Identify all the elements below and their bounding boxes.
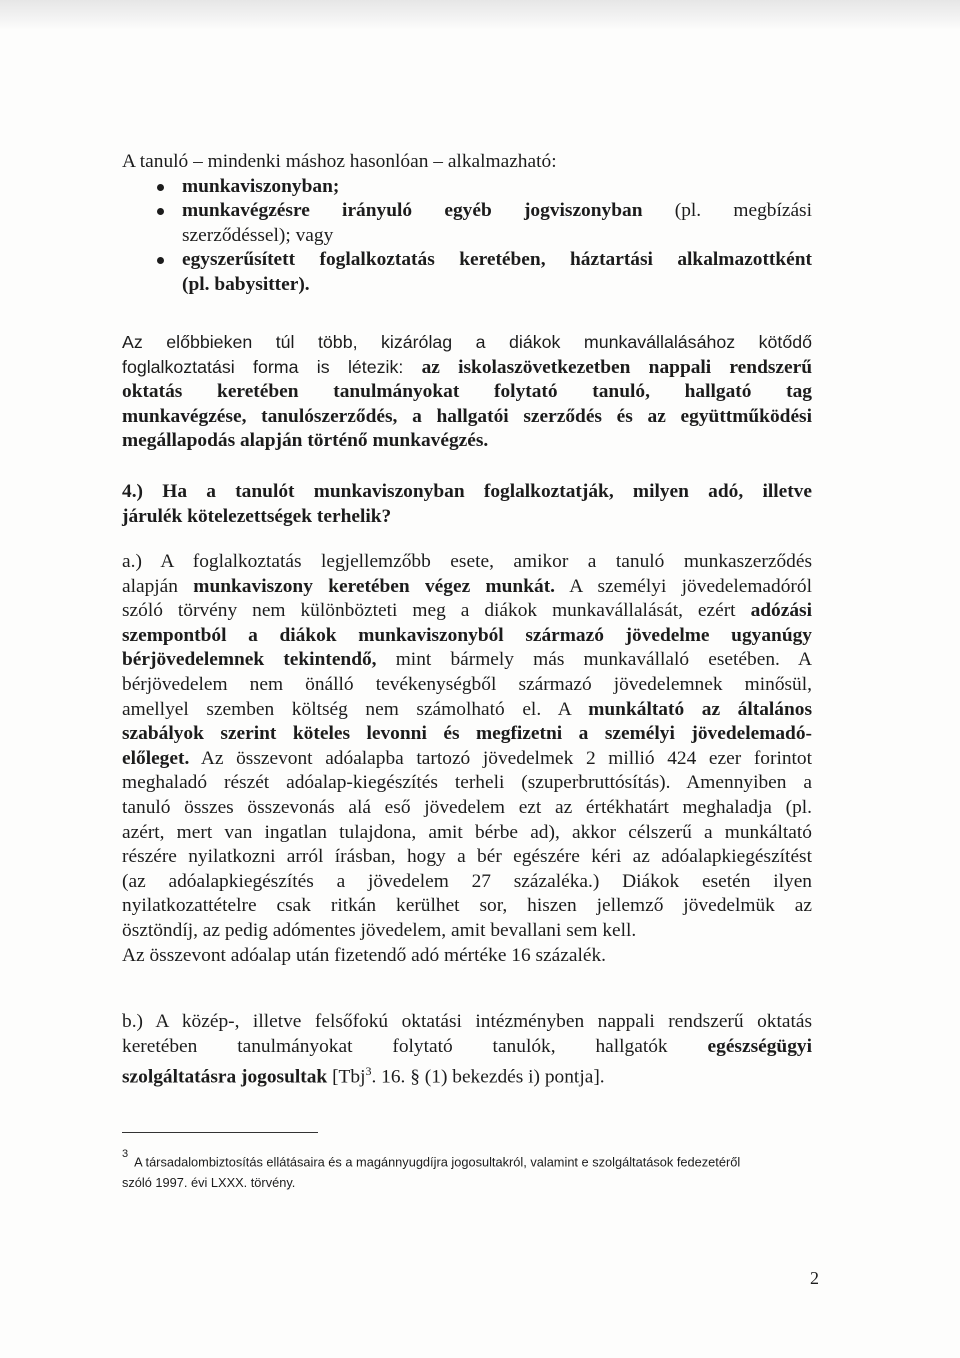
paragraph-text: alapján [122,575,178,597]
paragraph-line: nyilatkozattételre csak ritkán kerülhet sor, hiszen jellemző jövedelmük az [122,895,812,917]
paragraph-line: bérjövedelem nem önálló tevékenységből származó jövedelemnek minősül, [122,673,812,695]
paragraph-b [122,1010,812,1090]
paragraph-line: azért, mert van ingatlan tulajdona, amit bérbe ad), akkor célszerű a munkáltató [122,821,812,843]
paragraph-text: amellyel szemben költség nem számolható el. A [122,698,571,720]
footnote-divider [122,1132,318,1133]
paragraph-bold: munkaviszony keretében végez munkát. [193,575,555,597]
list-item [122,248,812,297]
paragraph-bold: szabályok szerint köteles levonni és megfizetni a személyi jövedelemadó- [122,723,812,745]
paragraph-text: szóló törvény nem különbözteti meg a diákok munkavállalását, ezért [122,600,736,622]
list-item-bold: munkavégzésre irányuló egyéb jogviszonyban [182,200,643,222]
paragraph-bold: adózási [750,600,812,622]
paragraph-line: meghaladó részét adóalap-kiegészítés terheli (szuperbruttósítás). Amennyiben a [122,772,812,794]
paragraph-line: ösztöndíj, az pedig adómentes jövedelem, amit bevallani sem kell. [122,919,637,941]
paragraph-line: (az adóalapkiegészítés a jövedelem 27 százaléka.) Diákok esetén ilyen [122,870,812,892]
paragraph-bold: előleget. [122,747,190,769]
paragraph-line: részére nyilatkozni arról írásban, hogy a bér egészére kéri az adóalapkiegészítést [122,846,812,868]
list-item-bold: (pl. babysitter). [182,273,310,295]
paragraph-bold: megállapodás alapján történő munkavégzés. [122,430,489,452]
list-item-bold: egyszerűsített foglalkoztatás keretében, háztartási alkalmazottként [182,249,812,271]
list-item-text: (pl. megbízási [674,200,812,222]
bullet-icon [157,257,164,264]
paragraph-bold: szempontból a diákok munkaviszonyból származó jövedelme ugyanúgy [122,624,812,646]
list-item-text: munkaviszonyban; [182,175,340,197]
list-item-text: szerződéssel); vagy [182,224,334,246]
paragraph-line: a.) A foglalkoztatás legjellemzőbb esete, amikor a tanuló munkaszerződés [122,551,812,572]
list-item [122,175,812,200]
question-line: járulék kötelezettségek terhelik? [122,505,392,527]
footnote-text: szóló 1997. évi LXXX. törvény. [122,1175,296,1191]
footnote-mark: 3 [122,1148,129,1160]
question-heading [122,480,812,529]
paragraph-line: b.) A közép-, illetve felsőfokú oktatási intézményben nappali rendszerű oktatás [122,1011,812,1032]
paragraph-line: foglalkoztatási forma is létezik: [122,356,404,377]
paragraph-student-forms [122,330,812,454]
paragraph-line: Az összevont adóalap után fizetendő adó mértéke 16 százalék. [122,944,607,966]
paragraph-bold: az iskolaszövetkezetben nappali rendszerű [421,356,813,378]
paragraph-text: mint bármely más munkavállaló esetében. A [395,649,812,671]
intro-text: A tanuló – mindenki máshoz hasonlóan – alkalmazható: [122,151,557,172]
paragraph-line: tanuló összes összevonás alá eső jövedelem ezt az értékhatárt meghaladja (pl. [122,796,812,818]
footnote-reference: 3 [365,1064,372,1079]
paragraph-text: A személyi jövedelemadóról [569,575,812,597]
list-item [122,199,812,248]
paragraph-bold: bérjövedelemnek tekintendő, [122,649,377,671]
intro-section [122,150,812,298]
paragraph-text: . 16. § (1) bekezdés i) pontja]. [371,1066,605,1088]
bullet-icon [157,184,164,191]
paragraph-text: keretében tanulmányokat folytató tanulók, hallgatók [122,1035,668,1057]
footnote-text: A társadalombiztosítás ellátásaira és a magánnyugdíjra jogosultakról, valamint e szolgáltatások fedezetéről [134,1154,741,1170]
employment-forms-list [122,175,812,298]
paragraph-bold: munkáltató az általános [588,698,812,720]
paragraph-bold: munkavégzése, tanulószerződés, a hallgatói szerződés és az együttműködési [122,405,812,427]
paragraph-text: Az összevont adóalapba tartozó jövedelmek 2 millió 424 ezer forintot [200,747,812,769]
page-number: 2 [810,1268,819,1288]
paragraph-bold: oktatás keretében tanulmányokat folytató tanuló, hallgató tag [122,381,812,403]
bullet-icon [157,208,164,215]
paragraph-a [122,550,812,968]
paragraph-line: Az előbbieken túl több, kizárólag a diákok munkavállalásához kötődő [122,332,812,352]
paragraph-bold: szolgáltatásra jogosultak [122,1066,328,1088]
question-line: 4.) Ha a tanulót munkaviszonyban foglalkoztatják, milyen adó, illetve [122,481,812,502]
footnote [122,1148,822,1193]
paragraph-text: [Tbj [332,1066,366,1088]
paragraph-bold: egészségügyi [707,1035,812,1057]
